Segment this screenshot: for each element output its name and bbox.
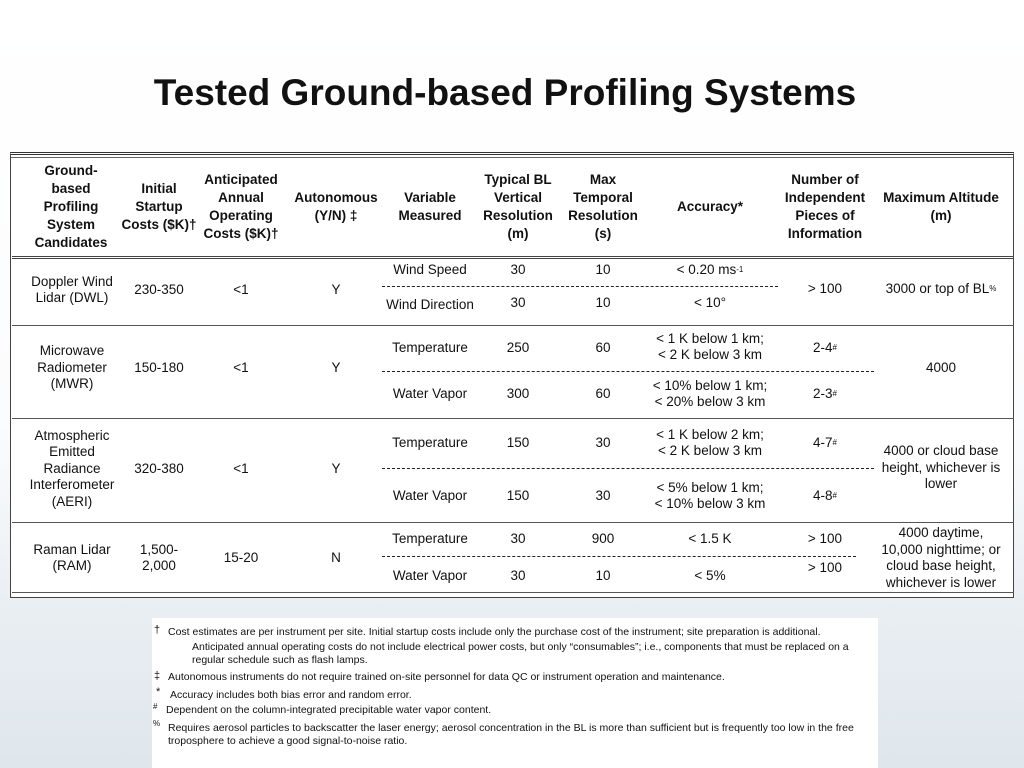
mwr-divider — [12, 418, 1014, 419]
ram-pieces2: > 100 — [807, 559, 843, 575]
ram-res1: 30 — [510, 530, 526, 546]
aeri-name: Atmospheric Emitted Radiance Interferometer (AERI) — [29, 427, 115, 509]
dwl-res2: 30 — [510, 294, 526, 310]
ram-altitude: 4000 daytime, 10,000 nighttime; or cloud base height, whichever is lower — [881, 525, 1001, 590]
mwr-acc2: < 10% below 1 km; < 20% below 3 km — [652, 377, 768, 409]
header-temporal: Max Temporal Resolution (s) — [568, 172, 638, 241]
aeri-res2: 150 — [506, 487, 530, 503]
ram-var1: Temperature — [392, 530, 468, 546]
footnote-dagger-2: Anticipated annual operating costs do not include electrical power costs, but only “consumables”; i.e., components that must be replaced on a regular schedule such as flash lamps. — [192, 641, 849, 666]
footnote-asterisk: Accuracy includes both bias error and random error. — [170, 689, 412, 701]
header-divider — [12, 256, 1014, 259]
table-bottom-line — [12, 592, 1014, 593]
percent-symbol: % — [153, 719, 161, 728]
ram-temp1: 900 — [591, 530, 615, 546]
aeri-acc1: < 1 K below 2 km; < 2 K below 3 km — [656, 426, 764, 458]
mwr-altitude: 4000 — [925, 359, 957, 375]
header-altitude: Maximum Altitude (m) — [883, 190, 999, 223]
aeri-divider — [12, 522, 1014, 523]
mwr-startup: 150-180 — [134, 359, 184, 375]
aeri-res1: 150 — [506, 434, 530, 450]
hash-symbol: # — [153, 702, 158, 711]
ram-acc1: < 1.5 K — [688, 530, 732, 546]
dwl-altitude: 3000 or top of BL % — [885, 280, 997, 296]
aeri-temp1: 30 — [595, 434, 611, 450]
header-operating: Anticipated Annual Operating Costs ($K)† — [203, 172, 279, 241]
dwl-temp1: 10 — [595, 261, 611, 277]
aeri-pieces1: 4-7 # — [813, 434, 837, 450]
dwl-acc2: < 10° — [693, 294, 727, 310]
dagger-symbol: † — [154, 624, 161, 636]
dwl-dash — [382, 286, 778, 287]
mwr-operating: <1 — [233, 359, 249, 375]
dwl-divider — [12, 325, 1014, 326]
mwr-autonomous: Y — [331, 359, 341, 375]
footnote-double-dagger: Autonomous instruments do not require trained on-site personnel for data QC or instrument operation and maintenance. — [168, 671, 725, 683]
aeri-altitude: 4000 or cloud base height, whichever is lower — [881, 443, 1001, 492]
header-variable: Variable Measured — [398, 190, 462, 223]
aeri-operating: <1 — [233, 460, 249, 476]
footnote-hash: Dependent on the column-integrated precipitable water vapor content. — [166, 704, 492, 716]
dwl-var2: Wind Direction — [386, 296, 474, 312]
page-title: Tested Ground-based Profiling Systems — [153, 72, 857, 113]
mwr-var2: Water Vapor — [392, 385, 468, 401]
dwl-temp2: 10 — [595, 294, 611, 310]
ram-res2: 30 — [510, 567, 526, 583]
ram-var2: Water Vapor — [392, 567, 468, 583]
header-candidates: Ground-based Profiling System Candidates — [34, 163, 108, 250]
dwl-acc1: < 0.20 ms -1 — [676, 261, 744, 277]
mwr-name: Microwave Radiometer (MWR) — [37, 343, 107, 392]
aeri-temp2: 30 — [595, 487, 611, 503]
header-accuracy: Accuracy* — [676, 199, 744, 214]
dwl-name: Doppler Wind Lidar (DWL) — [31, 273, 113, 305]
dwl-res1: 30 — [510, 261, 526, 277]
aeri-var2: Water Vapor — [392, 487, 468, 503]
ram-startup: 1,500-2,000 — [139, 541, 179, 573]
ram-operating: 15-20 — [223, 549, 259, 565]
dwl-startup: 230-350 — [134, 281, 184, 297]
header-startup: Initial Startup Costs ($K)† — [121, 181, 197, 232]
mwr-res2: 300 — [506, 385, 530, 401]
ram-temp2: 10 — [595, 567, 611, 583]
mwr-temp1: 60 — [595, 339, 611, 355]
dwl-operating: <1 — [233, 281, 249, 297]
header-pieces: Number of Independent Pieces of Information — [784, 172, 866, 241]
mwr-res1: 250 — [506, 339, 530, 355]
mwr-pieces2: 2-3 # — [813, 385, 837, 401]
double-dagger-symbol: ‡ — [154, 670, 161, 682]
ram-pieces1: > 100 — [807, 530, 843, 546]
aeri-pieces2: 4-8 # — [813, 487, 837, 503]
header-autonomous: Autonomous (Y/N) ‡ — [294, 190, 378, 223]
asterisk-symbol: * — [156, 686, 161, 698]
dwl-var1: Wind Speed — [393, 261, 467, 277]
mwr-temp2: 60 — [595, 385, 611, 401]
footnote-percent: Requires aerosol particles to backscatter the laser energy; aerosol concentration in the BL is more than sufficient but is frequently too low in the free troposphere to achieve a good signal-to-noise ratio. — [168, 722, 854, 747]
mwr-acc1: < 1 K below 1 km; < 2 K below 3 km — [656, 330, 764, 362]
aeri-var1: Temperature — [392, 434, 468, 450]
dwl-pieces: > 100 — [807, 280, 843, 296]
dwl-autonomous: Y — [331, 281, 341, 297]
mwr-pieces1: 2-4 # — [813, 339, 837, 355]
header-resolution: Typical BL Vertical Resolution (m) — [483, 172, 553, 241]
mwr-var1: Temperature — [392, 339, 468, 355]
mwr-dash — [382, 371, 874, 372]
ram-name: Raman Lidar (RAM) — [33, 541, 111, 573]
aeri-dash — [382, 468, 874, 469]
ram-autonomous: N — [331, 549, 341, 565]
aeri-autonomous: Y — [331, 460, 341, 476]
aeri-startup: 320-380 — [134, 460, 184, 476]
ram-acc2: < 5% — [694, 567, 726, 583]
footnote-dagger-1: Cost estimates are per instrument per site. Initial startup costs include only the purchase cost of the instrument; site preparation is additional. — [168, 626, 821, 638]
aeri-acc2: < 5% below 1 km; < 10% below 3 km — [654, 479, 766, 511]
